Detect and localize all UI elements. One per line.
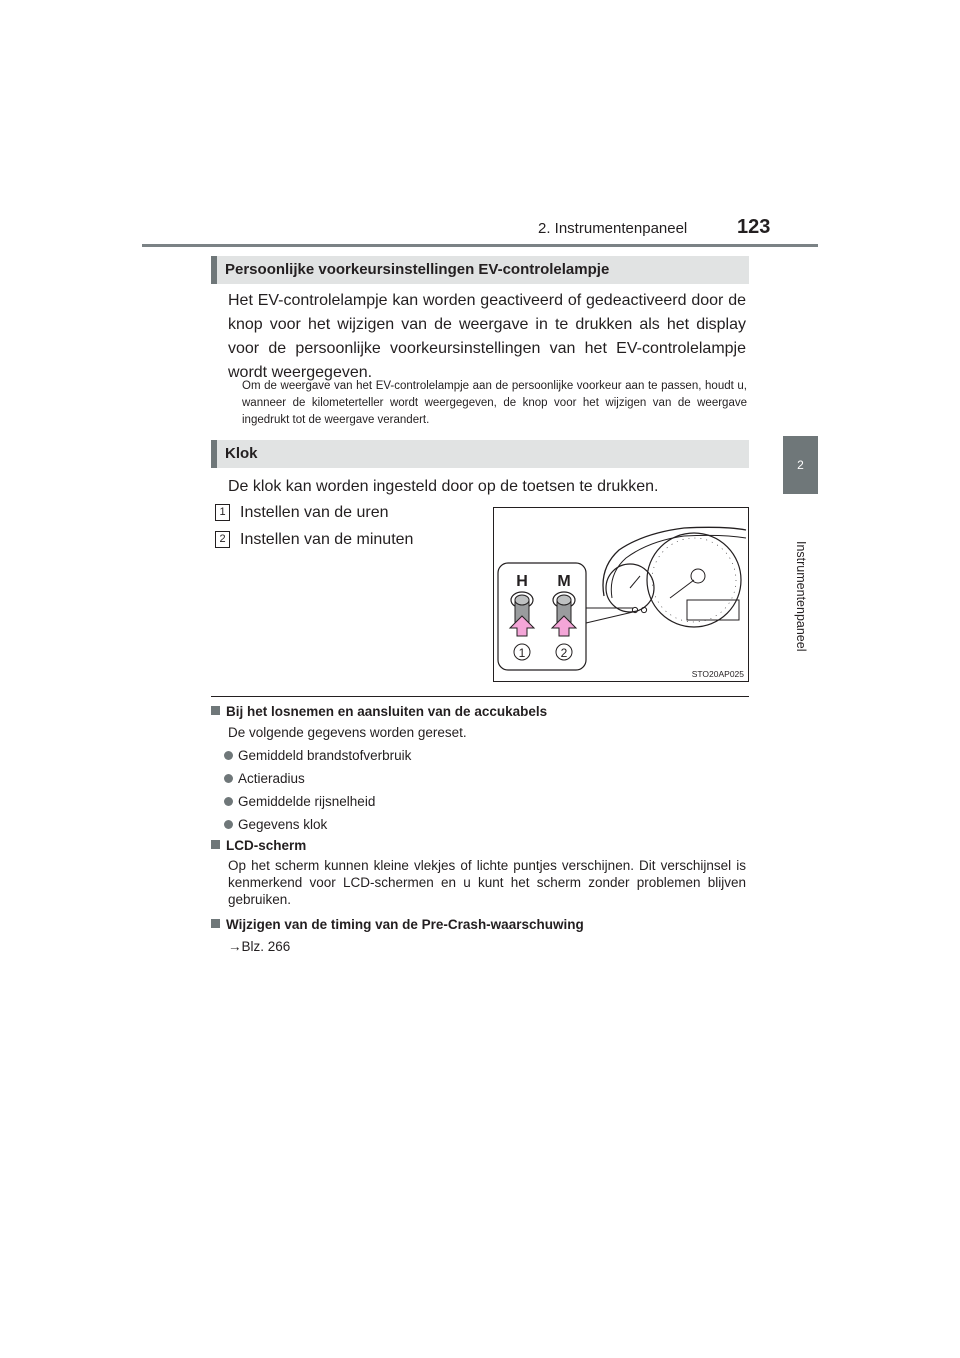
section-header-bar (211, 256, 217, 284)
step-number: 2 (215, 531, 230, 548)
hour-label: H (516, 573, 528, 590)
note-text: De volgende gegevens worden gereset. (228, 725, 467, 740)
chapter-tab[interactable]: 2 (783, 436, 818, 494)
note-text: Op het scherm kunnen kleine vlekjes of lichte puntjes verschijnen. Dit verschijnsel is kenmerkend voor LCD-schermen en u kunt het scherm zonder problemen blijven gebruiken. (228, 858, 746, 907)
square-bullet-icon (211, 919, 220, 928)
section-header-clock (211, 440, 749, 468)
lcd-display (687, 600, 739, 620)
page-reference-link[interactable]: →Blz. 266 (228, 939, 291, 954)
small-gauge-needle (630, 576, 640, 588)
detail-box (498, 563, 586, 670)
callout-2: 2 (560, 646, 568, 660)
list-item-text: Gegevens klok (238, 817, 328, 832)
list-item-text: Actieradius (238, 771, 305, 786)
square-bullet-icon (211, 706, 220, 715)
section-title: Persoonlijke voorkeursinstellingen EV-controlelampje (225, 261, 610, 278)
round-bullet-icon (224, 751, 233, 760)
round-bullet-icon (224, 774, 233, 783)
callout-1: 1 (518, 646, 526, 660)
list-item (224, 816, 327, 834)
notes-divider (211, 696, 749, 697)
running-header-section: 2. Instrumentenpaneel (538, 220, 688, 237)
note-title-lcd (211, 837, 306, 855)
note-title-text: LCD-scherm (226, 838, 307, 853)
step-text: Instellen van de minuten (240, 531, 414, 548)
clock-adjust-illustration (494, 508, 748, 681)
hour-knob-top (515, 595, 529, 605)
round-bullet-icon (224, 820, 233, 829)
step-text: Instellen van de uren (240, 504, 389, 521)
section-body: Het EV-controlelampje kan worden geactiveerd of gedeactiveerd door de knop voor het wijzigen van de weergave in te drukken als het display voor de persoonlijke voorkeursinstellingen van het EV-controlelampje wordt weergegeven. (228, 292, 746, 381)
minute-knob-top (557, 595, 571, 605)
step-number: 1 (215, 504, 230, 521)
list-item (224, 770, 305, 788)
speedometer-needle (670, 580, 694, 598)
list-item (224, 793, 375, 811)
note-title-battery (211, 703, 547, 721)
page-number: 123 (737, 216, 771, 238)
list-item-text: Gemiddelde rijsnelheid (238, 794, 376, 809)
section-header-bar (211, 440, 217, 468)
step-item (215, 529, 413, 551)
section-body: De klok kan worden ingesteld door op de toetsen te drukken. (228, 478, 659, 495)
minute-label: M (557, 573, 571, 590)
step-item (215, 502, 389, 524)
callout-line-bottom (586, 612, 633, 623)
section-header-ev-indicator (211, 256, 749, 284)
list-item (224, 747, 411, 765)
clock-adjust-figure (493, 507, 749, 682)
round-bullet-icon (224, 797, 233, 806)
header-rule (142, 244, 818, 247)
figure-code: STO20AP025 (691, 669, 744, 679)
section-note: Om de weergave van het EV-controlelampje aan de persoonlijke voorkeur aan te passen, houdt u, wanneer de kilometerteller wordt weergegeven, de knop voor het wijzigen van de weergave ingedrukt tot de weergave verandert. (242, 380, 747, 426)
note-title-text: Wijzigen van de timing van de Pre-Crash-waarschuwing (226, 917, 584, 932)
chapter-tab-label: Instrumentenpaneel (794, 541, 808, 652)
section-title: Klok (225, 445, 258, 462)
note-title-text: Bij het losnemen en aansluiten van de accukabels (226, 704, 548, 719)
square-bullet-icon (211, 840, 220, 849)
note-title-precrash (211, 916, 584, 934)
list-item-text: Gemiddeld brandstofverbruik (238, 748, 412, 763)
